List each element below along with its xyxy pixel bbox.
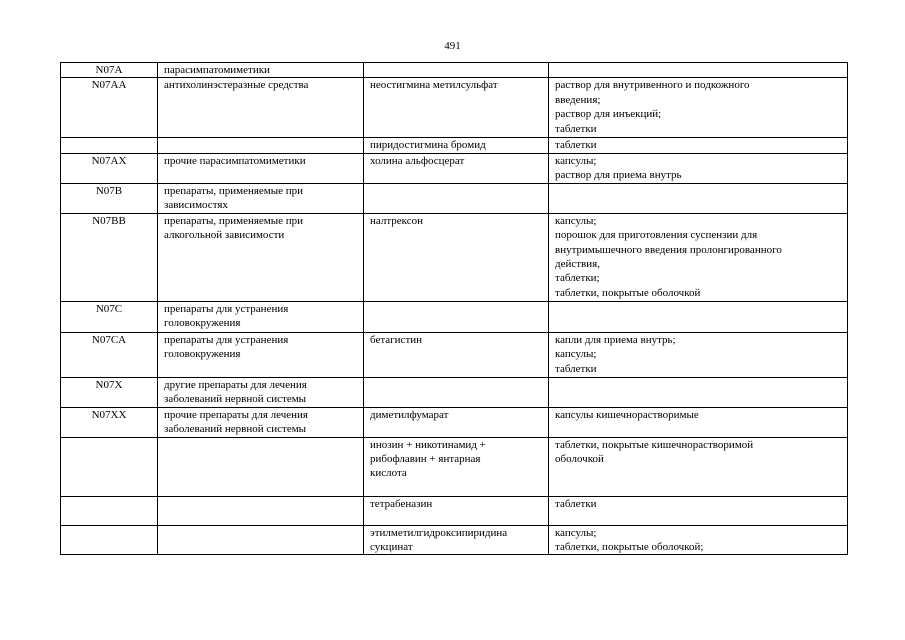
atc-code-cell xyxy=(61,525,158,555)
group-name-cell xyxy=(158,301,364,332)
dosage-form-cell xyxy=(549,213,848,301)
atc-code-cell xyxy=(61,407,158,437)
atc-code-cell xyxy=(61,496,158,525)
group-name-line: заболеваний нервной системы xyxy=(164,423,307,436)
dosage-form-line: таблетки, покрытые кишечнорастворимой xyxy=(555,438,754,451)
group-name-line: парасимпатомиметики xyxy=(164,64,270,76)
atc-code: N07AA xyxy=(91,79,127,92)
atc-code: N07BB xyxy=(92,214,126,227)
dosage-form-cell xyxy=(549,525,848,555)
group-name-cell xyxy=(158,437,364,496)
drug-name-cell xyxy=(364,138,549,153)
table-row xyxy=(61,407,848,437)
atc-code-cell xyxy=(61,63,158,78)
table-row xyxy=(61,138,848,153)
drug-name-cell xyxy=(364,407,549,437)
drug-name-line: неостигмина метилсульфат xyxy=(370,79,498,92)
table-row xyxy=(61,213,848,301)
atc-code-cell xyxy=(61,437,158,496)
dosage-form-cell xyxy=(549,138,848,153)
group-name-cell xyxy=(158,78,364,138)
dosage-form-cell xyxy=(549,496,848,525)
group-name-line: зависимостях xyxy=(164,199,228,212)
group-name-cell xyxy=(158,153,364,183)
table-row xyxy=(61,496,848,525)
dosage-form-line: капсулы кишечнорастворимые xyxy=(555,408,699,421)
table-row xyxy=(61,183,848,213)
drug-name-line: тетрабеназин xyxy=(370,497,433,510)
group-name-line: прочие парасимпатомиметики xyxy=(164,154,306,167)
group-name-line: другие препараты для лечения xyxy=(164,378,307,391)
dosage-form-cell xyxy=(549,332,848,377)
group-name-cell xyxy=(158,525,364,555)
drug-name-line: сукцинат xyxy=(370,541,413,554)
drug-name-line: рибофлавин + янтарная xyxy=(370,453,481,466)
drug-name-line: пиридостигмина бромид xyxy=(370,139,486,152)
dosage-form-line: раствор для инъекций; xyxy=(555,108,662,121)
group-name-cell xyxy=(158,183,364,213)
drug-name-cell xyxy=(364,213,549,301)
table-row xyxy=(61,63,848,78)
atc-code-cell xyxy=(61,138,158,153)
dosage-form-line: таблетки xyxy=(555,362,597,375)
atc-code-cell xyxy=(61,213,158,301)
group-name-line: головокружения xyxy=(164,317,241,330)
drug-name-cell xyxy=(364,496,549,525)
dosage-form-cell xyxy=(549,377,848,407)
drug-name-cell xyxy=(364,183,549,213)
group-name-cell xyxy=(158,138,364,153)
drug-name-line: налтрексон xyxy=(370,214,424,227)
atc-code-cell xyxy=(61,332,158,377)
dosage-form-line: таблетки, покрытые оболочкой; xyxy=(555,541,704,554)
dosage-form-line: таблетки xyxy=(555,122,597,135)
atc-code-cell xyxy=(61,301,158,332)
table-row xyxy=(61,437,848,496)
dosage-form-line: оболочкой xyxy=(555,453,604,466)
drug-name-cell xyxy=(364,377,549,407)
group-name-cell xyxy=(158,496,364,525)
dosage-form-line: порошок для приготовления суспензии для xyxy=(555,229,758,242)
group-name-line: препараты, применяемые при xyxy=(164,184,304,197)
group-name-line: препараты для устранения xyxy=(164,333,289,346)
atc-code-cell xyxy=(61,153,158,183)
atc-code: N07B xyxy=(95,184,123,197)
group-name-cell xyxy=(158,213,364,301)
table-row xyxy=(61,332,848,377)
atc-code: N07CA xyxy=(91,333,127,346)
drug-name-line: холина альфосцерат xyxy=(370,154,465,167)
dosage-form-line: капсулы; xyxy=(555,526,597,539)
dosage-form-line: таблетки, покрытые оболочкой xyxy=(555,286,701,299)
table-row xyxy=(61,377,848,407)
table-row xyxy=(61,301,848,332)
drug-name-line: этилметилгидроксипиридина xyxy=(370,526,508,539)
group-name-line: антихолинэстеразные средства xyxy=(164,79,309,92)
dosage-form-line: раствор для приема внутрь xyxy=(555,169,682,182)
dosage-form-line: раствор для внутривенного и подкожного xyxy=(555,79,750,92)
atc-code-cell xyxy=(61,377,158,407)
group-name-line: препараты, применяемые при xyxy=(164,214,304,227)
atc-code-cell xyxy=(61,183,158,213)
group-name-cell xyxy=(158,407,364,437)
table-row xyxy=(61,525,848,555)
dosage-form-cell xyxy=(549,78,848,138)
dosage-form-line: действия, xyxy=(555,258,600,271)
drug-name-cell xyxy=(364,301,549,332)
dosage-form-line: таблетки; xyxy=(555,272,600,285)
dosage-form-cell xyxy=(549,183,848,213)
group-name-line: головокружения xyxy=(164,348,241,361)
drug-name-cell xyxy=(364,63,549,78)
atc-code: N07C xyxy=(95,302,123,315)
group-name-cell xyxy=(158,63,364,78)
drug-name-line: кислота xyxy=(370,467,407,480)
group-name-line: прочие препараты для лечения xyxy=(164,408,308,421)
drug-name-cell xyxy=(364,153,549,183)
drug-name-line: инозин + никотинамид + xyxy=(370,438,486,451)
drug-name-cell xyxy=(364,525,549,555)
dosage-form-line: таблетки xyxy=(555,139,597,152)
dosage-form-line: капсулы; xyxy=(555,348,597,361)
dosage-form-cell xyxy=(549,301,848,332)
table-row xyxy=(61,78,848,138)
drug-name-cell xyxy=(364,78,549,138)
atc-code: N07XX xyxy=(91,408,127,421)
group-name-line: препараты для устранения xyxy=(164,302,289,315)
group-name-cell xyxy=(158,332,364,377)
dosage-form-line: таблетки xyxy=(555,497,597,510)
drug-name-line: бетагистин xyxy=(370,333,423,346)
dosage-form-cell xyxy=(549,153,848,183)
atc-code: N07A xyxy=(95,64,123,76)
drug-classification-table xyxy=(60,62,848,555)
drug-name-cell xyxy=(364,437,549,496)
atc-code-cell xyxy=(61,78,158,138)
dosage-form-cell xyxy=(549,437,848,496)
dosage-form-cell xyxy=(549,63,848,78)
page-number: 491 xyxy=(444,40,461,52)
dosage-form-line: капсулы; xyxy=(555,154,597,167)
group-name-cell xyxy=(158,377,364,407)
drug-name-line: диметилфумарат xyxy=(370,408,449,421)
drug-name-cell xyxy=(364,332,549,377)
dosage-form-cell xyxy=(549,407,848,437)
dosage-form-line: введения; xyxy=(555,93,601,106)
atc-code: N07X xyxy=(95,378,123,391)
table-row xyxy=(61,153,848,183)
dosage-form-line: капсулы; xyxy=(555,214,597,227)
group-name-line: заболеваний нервной системы xyxy=(164,393,307,406)
dosage-form-line: капли для приема внутрь; xyxy=(555,333,676,346)
atc-code: N07AX xyxy=(91,154,127,167)
dosage-form-line: внутримышечного введения пролонгированного xyxy=(555,243,782,256)
group-name-line: алкогольной зависимости xyxy=(164,229,285,242)
